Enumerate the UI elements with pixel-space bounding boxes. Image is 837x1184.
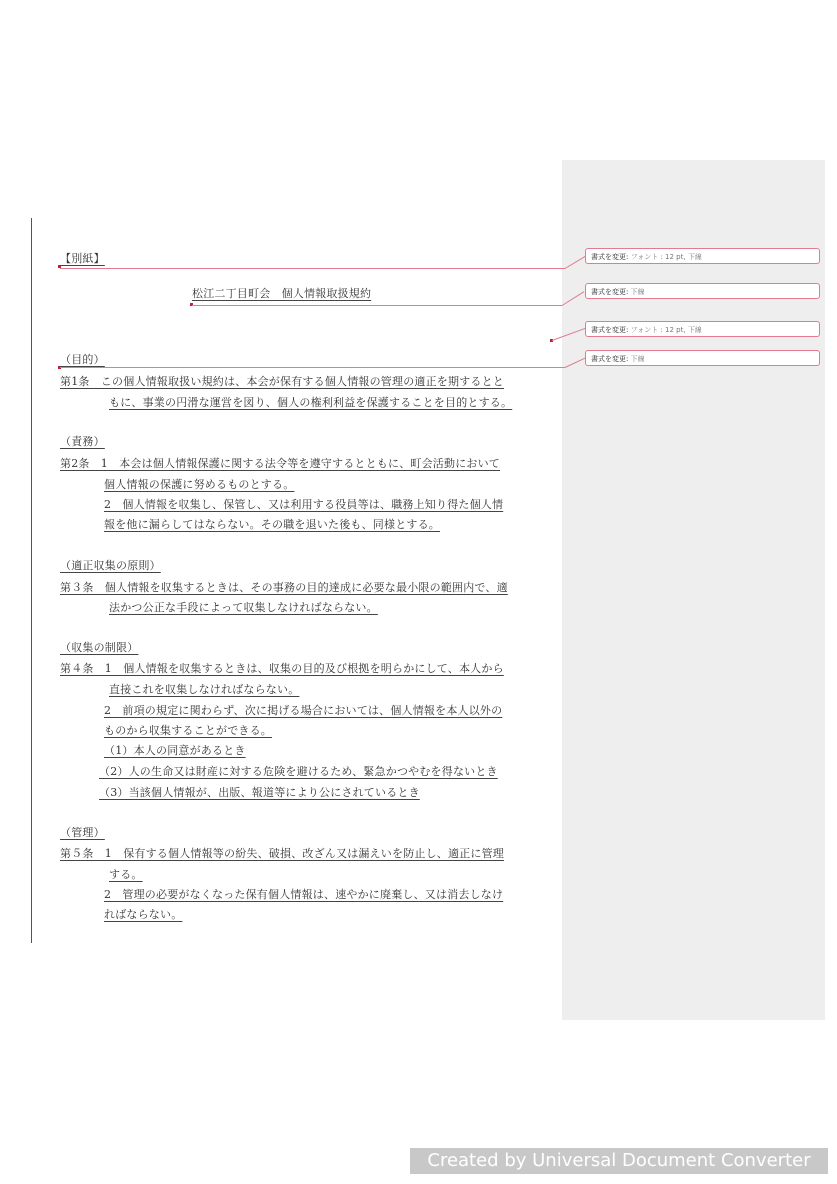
article-line: 個人情報の保護に努めるものとする。: [104, 478, 295, 491]
change-bar: [31, 218, 32, 943]
article-line: する。: [109, 868, 143, 881]
comment-label: 書式を変更:: [591, 288, 629, 296]
article-line: 2 前項の規定に関わらず、次に掲げる場合においては、個人情報を本人以外の: [104, 704, 503, 717]
article-line: 法かつ公正な手段によって収集しなければならない。: [109, 601, 378, 614]
comment-connector: [60, 268, 565, 269]
comment-label: 書式を変更:: [591, 326, 629, 334]
comment-balloon[interactable]: [585, 350, 820, 366]
annex-label: 【別紙】: [60, 252, 105, 265]
comment-balloon[interactable]: [585, 248, 820, 264]
article-line: 第５条 1 保有する個人情報等の紛失、破損、改ざん又は漏えいを防止し、適正に管理: [60, 847, 504, 860]
article-line: （1）本人の同意があるとき: [104, 744, 246, 757]
comment-balloon[interactable]: [585, 283, 820, 299]
section-heading: （管理）: [60, 826, 105, 839]
comment-value: フォント : 12 pt, 下線: [630, 326, 702, 334]
comment-balloon[interactable]: [585, 321, 820, 337]
comment-value: 下線: [630, 288, 645, 296]
article-line: （3）当該個人情報が、出版、報道等により公にされているとき: [99, 786, 420, 799]
article-line: 直接これを収集しなければならない。: [109, 683, 300, 696]
article-line: （2）人の生命又は財産に対する危険を避けるため、緊急かつやむを得ないとき: [99, 765, 498, 778]
document-title: 松江二丁目町会 個人情報取扱規約: [192, 287, 372, 300]
article-line: 2 個人情報を収集し、保管し、又は利用する役員等は、職務上知り得た個人情: [104, 498, 504, 511]
comment-value: フォント : 12 pt, 下線: [630, 253, 702, 261]
article-line: ればならない。: [104, 908, 183, 921]
article-line: 第1条 この個人情報取扱い規約は、本会が保有する個人情報の管理の適正を期するとと: [60, 375, 504, 388]
section-heading: （目的）: [60, 353, 105, 366]
comment-value: 下線: [630, 355, 645, 363]
comment-label: 書式を変更:: [591, 355, 629, 363]
section-heading: （責務）: [60, 435, 105, 448]
article-line: ものから収集することができる。: [104, 724, 272, 737]
article-line: 第４条 1 個人情報を収集するときは、収集の目的及び根拠を明らかにして、本人から: [60, 662, 504, 675]
article-line: 第３条 個人情報を収集するときは、その事務の目的達成に必要な最小限の範囲内で、適: [60, 581, 508, 594]
comment-connector: [60, 367, 565, 368]
watermark: Created by Universal Document Converter: [410, 1148, 828, 1174]
comment-connector: [192, 305, 562, 306]
article-line: 第2条 1 本会は個人情報保護に関する法令等を遵守するとともに、町会活動において: [60, 457, 500, 470]
article-line: 2 管理の必要がなくなった保有個人情報は、速やかに廃棄し、又は消去しなけ: [104, 888, 504, 901]
section-heading: （適正収集の原則）: [60, 559, 161, 572]
section-heading: （収集の制限）: [60, 641, 139, 654]
article-line: 報を他に漏らしてはならない。その職を退いた後も、同様とする。: [104, 518, 440, 531]
article-line: もに、事業の円滑な運営を図り、個人の権利利益を保護することを目的とする。: [109, 396, 513, 409]
comment-label: 書式を変更:: [591, 253, 629, 261]
